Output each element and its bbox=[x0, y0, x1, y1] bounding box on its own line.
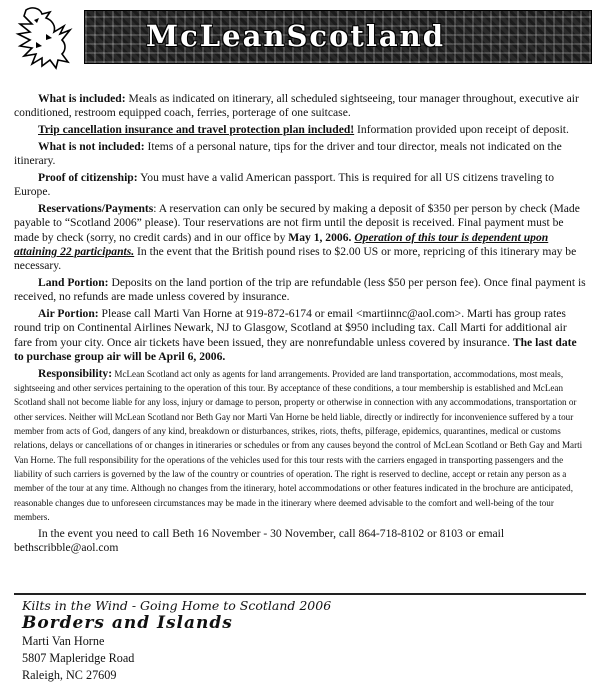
repricing-text: In the event that the British pound rises to $2.00 US or more, repricing of this itinerary may be necessary. bbox=[14, 244, 577, 273]
participants-note: Operation of this tour is dependent upon attaining 22 participants. bbox=[14, 230, 549, 258]
final-payment-date: May 1, 2006. bbox=[288, 230, 352, 244]
terms-body bbox=[14, 92, 586, 558]
address-name: Marti Van Horne bbox=[22, 634, 105, 648]
contact-paragraph: In the event you need to call Beth 16 November - 30 November, call 864-718-8102 or 8103 or email bethscribble@aol.com bbox=[14, 526, 505, 554]
insurance-heading: Trip cancellation insurance and travel protection plan included! bbox=[38, 123, 355, 137]
land-paragraph bbox=[14, 276, 586, 305]
land-heading: Land Portion: bbox=[38, 276, 109, 290]
brand-title: McLeanScotland bbox=[146, 19, 445, 53]
air-paragraph bbox=[14, 307, 586, 364]
citizenship-heading: Proof of citizenship: bbox=[38, 170, 138, 184]
address-street: 5807 Mapleridge Road bbox=[22, 651, 135, 665]
header-banner bbox=[6, 4, 590, 72]
not-included-paragraph bbox=[14, 140, 586, 169]
reservations-text: : A reservation can only be secured by making a deposit of $350 per person by check (Made payable to “Scotland 2006” please). Tour reservations are not firm until the deposit is received. Final payment must be made by check (sorry, no credit cards) and in our office by bbox=[14, 202, 580, 244]
included-heading: What is included: bbox=[38, 92, 126, 105]
air-heading: Air Portion: bbox=[38, 307, 99, 321]
responsibility-paragraph bbox=[14, 367, 586, 524]
citizenship-text: You must have a valid American passport. This is required for all US citizens traveling to Europe. bbox=[14, 170, 555, 199]
insurance-text: Information provided upon receipt of deposit. bbox=[354, 123, 569, 137]
footer-divider bbox=[14, 593, 586, 595]
air-deadline: The last date to purchase group air will be April 6, 2006. bbox=[14, 335, 577, 364]
reservations-paragraph bbox=[14, 202, 586, 273]
included-paragraph bbox=[14, 92, 586, 121]
land-text: Deposits on the land portion of the trip are refundable (less $50 per person fee). Once final payment is received, no refunds are made unless covered by insurance. bbox=[14, 276, 586, 304]
not-included-heading: What is not included: bbox=[38, 139, 145, 153]
footer bbox=[22, 598, 582, 684]
address-city: Raleigh, NC 27609 bbox=[22, 668, 117, 682]
air-text: Please call Marti Van Horne at 919-872-6174 or email <martiinnc@aol.com>. Marti has group rates round trip on Continental Airlines Newark, NJ to Glasgow, Scotland at $950 including tax. Call Marti for additional air fare from your city. Once air tickets have been issued, they are nonrefundable unless covered by insurance. bbox=[14, 307, 567, 349]
rampant-lion-icon bbox=[6, 4, 84, 72]
responsibility-heading: Responsibility: bbox=[38, 366, 113, 380]
included-text: Meals as indicated on itinerary, all scheduled sightseeing, tour manager throughout, executive air conditioned, restroom equipped coach, ferries, porterage of one suitcase. bbox=[14, 92, 579, 120]
citizenship-paragraph bbox=[14, 171, 586, 200]
insurance-paragraph bbox=[14, 123, 586, 137]
responsibility-text: McLean Scotland act only as agents for land arrangements. Provided are land transportation, accommodations, most meals, sightseeing and other services pertaining to the operation of this tour. By acceptance of these conditions, a tour membership is established and McLean Scotland shall not become liable for any loss, injury or damage to person, property or otherwise in connection with any accommodations, transportation or other services. Neither will McLean Scotland nor Beth Gay nor Marti Van Horne be held liable, directly or indirectly for inconvenience suffered by a tour member from acts of God, dangers of any kind, breakdown or disturbances, strikes, riots, thefts, pilferage, epidemics, quarantines, medical or customs relations, delays or cancellations of or changes in itineraries or schedules or from any causes beyond the control of McLean Scotland or Beth Gay and Marti Van Horne. The full responsibility for the operations of the vehicles used for this tour rests with the carriers engaged in transporting passengers and the liability of such carriers is governed by the law of the country or countries of operation. The right is reserved to decline, accept or retain any person as a member of the tour at any time. Although no changes from the itinerary, hotel accommodations or other features indicated in the brochure are anticipated, reasonable changes due to unforeseen circumstances may be made in the itinerary where deemed advisable to the comfort and well-being of the tour members. bbox=[14, 368, 583, 522]
footer-subtitle: Borders and Islands bbox=[22, 613, 233, 633]
reservations-heading: Reservations/Payments bbox=[38, 202, 154, 216]
not-included-text: Items of a personal nature, tips for the driver and tour director, meals not indicated on the itinerary. bbox=[14, 139, 562, 168]
footer-tagline: Kilts in the Wind - Going Home to Scotland 2006 bbox=[22, 598, 332, 613]
